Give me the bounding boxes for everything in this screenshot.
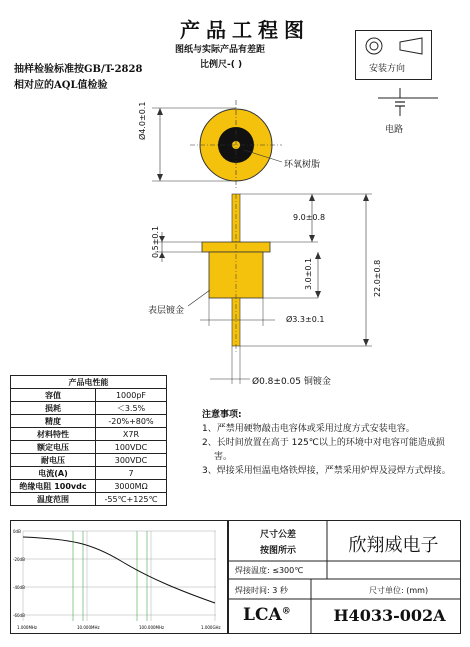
- scale-label: 比例尺-( ): [200, 60, 243, 70]
- install-direction-label: 安装方向: [369, 64, 406, 74]
- table-row: 额定电压 100VDC: [11, 441, 167, 454]
- body-diameter-dim: Ø3.3±0.1: [286, 315, 325, 324]
- epoxy-label: 环氧树脂: [284, 160, 321, 170]
- table-row: 精度 -20%+80%: [11, 415, 167, 428]
- part-number: H4033-002A: [333, 606, 446, 625]
- x-tick-label: 100.000MHz: [139, 625, 165, 630]
- y-tick-label: 0dB: [13, 529, 21, 534]
- y-tick-label: -60dB: [13, 613, 25, 618]
- solder-temp: 焊接温度: ≤300℃: [235, 566, 304, 575]
- tolerance-label: 尺寸公差: [259, 530, 296, 540]
- y-tick-label: -20dB: [13, 557, 25, 562]
- precaution-item: 2、长时间放置在高于 125℃以上的环境中对电容可能造成损害。: [202, 438, 445, 462]
- table-row: 耐电压 300VDC: [11, 454, 167, 467]
- unit-label: 尺寸单位: (mm): [369, 586, 429, 595]
- precautions-heading: 注意事项:: [202, 410, 242, 420]
- per-figure-label: 按图所示: [259, 546, 296, 556]
- table-row: 电流(A) 7: [11, 467, 167, 480]
- attenuation-graph: [10, 520, 228, 634]
- table-row: 容值 1000pF: [11, 389, 167, 402]
- company-name: 欣翔威电子: [348, 535, 439, 556]
- solder-time: 焊接时间: 3 秒: [235, 586, 288, 595]
- registered-mark: ®: [281, 606, 291, 617]
- precaution-item: 1、严禁用硬物敲击电容体或采用过度方式安装电容。: [202, 424, 415, 434]
- brand-logo: [243, 605, 291, 625]
- x-tick-label: 1.000MHz: [17, 625, 38, 630]
- flange-dim: 0.5±0.1: [151, 225, 160, 258]
- lead-label: Ø0.8±0.05 铜镀金: [252, 377, 331, 387]
- x-tick-label: 1.000GHz: [201, 625, 221, 630]
- plating-label: 表层镀金: [148, 306, 185, 316]
- attenuation-plot: [11, 521, 227, 633]
- table-row: 温度范围 -55℃+125℃: [11, 493, 167, 506]
- brand-name: LCA: [243, 605, 282, 625]
- disc-diameter-dim: Ø4.0±0.1: [138, 101, 147, 140]
- y-tick-label: -40dB: [13, 585, 25, 590]
- spec-header: 产品电性能: [11, 376, 167, 389]
- drawing-disclaimer: 图纸与实际产品有差距: [175, 45, 266, 55]
- table-row: 损耗 ＜3.5%: [11, 402, 167, 415]
- title-block: [228, 520, 461, 634]
- precaution-item: 3、焊接采用恒温电烙铁焊接，严禁采用炉焊及浸焊方式焊接。: [202, 466, 451, 476]
- body-height-dim: 3.0±0.1: [304, 257, 313, 290]
- table-row: 材料特性 X7R: [11, 428, 167, 441]
- table-row: 绝缘电阻 100vdc 3000MΩ: [11, 480, 167, 493]
- circuit-label: 电路: [385, 125, 404, 135]
- electrical-spec-table: [10, 375, 167, 506]
- precautions: [202, 408, 452, 478]
- total-length-dim: 22.0±0.8: [373, 259, 382, 297]
- sampling-note: 抽样检验标准按GB/T-2828 相对应的AQL值检验: [14, 64, 143, 91]
- page-title: 产品工程图: [180, 18, 310, 42]
- x-tick-label: 10.000MHz: [77, 625, 100, 630]
- lead-top-dim: 9.0±0.8: [293, 213, 326, 222]
